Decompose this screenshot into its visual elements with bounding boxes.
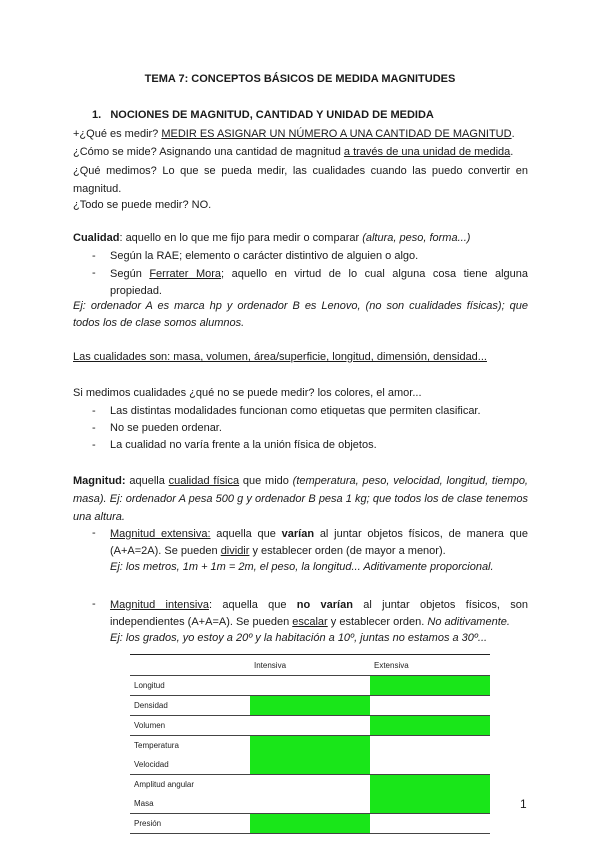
text: .	[511, 128, 515, 140]
table-row	[130, 696, 490, 716]
magnitud-definition	[73, 472, 528, 526]
table-row	[130, 775, 490, 795]
intensiva-cell	[250, 736, 370, 756]
table-row	[130, 814, 490, 834]
bullet-dash: -	[92, 439, 96, 451]
magnitudes-table	[130, 654, 490, 834]
row-label: Temperatura	[134, 741, 179, 750]
no-medir-bullet-1: Las distintas modalidades funcionan como etiquetas que permiten clasificar.	[110, 405, 481, 417]
underlined-text: a través de una unidad de medida	[343, 146, 511, 158]
section-heading	[92, 109, 434, 121]
cualidad-example: Ej: ordenador A es marca hp y ordenador B es Lenovo, (no son cualidades físicas); que todos los de clase somos alumnos.	[73, 300, 528, 329]
no-medir-bullet-2: No se pueden ordenar.	[110, 422, 222, 434]
row-label: Velocidad	[130, 755, 250, 775]
extensiva-cell	[370, 775, 490, 795]
underlined-text: dividir	[220, 545, 250, 557]
term-intensiva: Magnitud intensiva	[110, 599, 209, 611]
section-heading-text: NOCIONES DE MAGNITUD, CANTIDAD Y UNIDAD DE MEDIDA	[110, 109, 434, 121]
cualidad-definition	[73, 231, 470, 245]
bullet-dash: -	[92, 598, 96, 610]
extensiva-cell	[370, 755, 490, 775]
text: que mido	[239, 475, 293, 487]
bullet-dash: -	[92, 405, 96, 417]
table-header-row	[130, 655, 490, 676]
bold-text: varían	[281, 528, 315, 540]
italic-text: No aditivamente.	[427, 616, 510, 628]
table-row	[130, 716, 490, 736]
definition-medir: MEDIR ES ASIGNAR UN NÚMERO A UNA CANTIDAD DE MAGNITUD	[161, 128, 512, 140]
intensiva-cell	[250, 814, 370, 834]
text: aquella	[125, 475, 169, 487]
intensiva-cell	[250, 755, 370, 775]
term-extensiva: Magnitud extensiva:	[110, 528, 211, 540]
bullet-dash: -	[92, 250, 96, 262]
text: +¿Qué es medir?	[73, 128, 162, 140]
text: : aquello en lo que me fijo para medir o comparar	[119, 232, 363, 244]
underlined-text: escalar	[292, 616, 328, 628]
cualidad-bullet-ferrater	[110, 266, 528, 300]
text: : aquella que	[208, 599, 297, 611]
line-que-medimos: ¿Qué medimos? Lo que se pueda medir, las cualidades cuando las puedo convertir en magnitud.	[73, 165, 528, 195]
table-header-cell: Extensiva	[370, 655, 490, 676]
row-label: Presión	[130, 814, 250, 834]
table-row	[130, 736, 490, 756]
intensiva-cell	[250, 716, 370, 736]
table-row	[130, 676, 490, 696]
page-title: TEMA 7: CONCEPTOS BÁSICOS DE MEDIDA MAGNITUDES	[144, 73, 456, 85]
extensiva-cell	[370, 716, 490, 736]
row-label: Masa	[130, 794, 250, 814]
line-todo-se-puede-medir: ¿Todo se puede medir? NO.	[73, 199, 212, 211]
row-label: Longitud	[130, 676, 250, 696]
table-row	[130, 794, 490, 814]
cualidades-list: Las cualidades son: masa, volumen, área/superficie, longitud, dimensión, densidad...	[73, 351, 487, 363]
text: Según	[110, 268, 150, 280]
text: y establecer orden (de mayor a menor).	[249, 545, 446, 557]
table-row	[130, 755, 490, 775]
row-label: Densidad	[130, 696, 250, 716]
magnitud-extensiva	[110, 526, 528, 560]
bold-text: no varían	[296, 599, 353, 611]
bullet-dash: -	[92, 267, 96, 279]
row-label: Volumen	[130, 716, 250, 736]
page-number: 1	[520, 797, 527, 811]
underlined-text: cualidad física	[168, 475, 240, 487]
extensiva-cell	[370, 696, 490, 716]
intensiva-cell	[250, 696, 370, 716]
extensiva-cell	[370, 736, 490, 756]
author-name: Ferrater Mora	[149, 268, 222, 280]
bullet-dash: -	[92, 527, 96, 539]
no-medir-bullet-3: La cualidad no varía frente a la unión física de objetos.	[110, 439, 377, 451]
term-magnitud: Magnitud:	[73, 475, 126, 487]
intensiva-cell	[250, 676, 370, 696]
text: ; aquello en virtud de lo cual alguna cosa tiene alguna propiedad.	[110, 268, 528, 297]
text: ¿Cómo se mide? Asignando una cantidad de magnitud	[73, 146, 344, 158]
table-header-cell	[130, 655, 250, 676]
extensiva-cell	[370, 676, 490, 696]
no-medir-intro: Si medimos cualidades ¿qué no se puede medir? los colores, el amor...	[73, 387, 422, 399]
row-label: Amplitud angular	[134, 780, 195, 789]
text: al juntar objetos físicos, de manera que (A+A=2A). Se pueden	[110, 528, 529, 557]
cualidad-bullet-rae: Según la RAE; elemento o carácter distintivo de alguien o algo.	[110, 250, 419, 262]
intensiva-example: Ej: los grados, yo estoy a 20º y la habitación a 10º, juntas no estamos a 30º...	[110, 632, 488, 644]
italic-text: (temperatura, peso, velocidad, longitud, tiempo, masa). Ej: ordenador A pesa 500 g y ordenador B pesa 1 kg; que todos los de clase tenemos una altura.	[73, 475, 528, 523]
line-que-es-medir	[73, 127, 515, 141]
extensiva-cell	[370, 794, 490, 814]
table-header-cell: Intensiva	[250, 655, 370, 676]
text: aquella que	[210, 528, 282, 540]
bullet-dash: -	[92, 422, 96, 434]
intensiva-cell	[250, 794, 370, 814]
text: al juntar objetos físicos, son independientes (A+A=A). Se pueden	[110, 599, 528, 628]
intensiva-cell	[250, 775, 370, 795]
section-number: 1.	[92, 109, 102, 121]
extensiva-example: Ej: los metros, 1m + 1m = 2m, el peso, la longitud... Aditivamente proporcional.	[110, 561, 494, 573]
italic-text: (altura, peso, forma...)	[362, 232, 471, 244]
term-cualidad: Cualidad	[73, 232, 120, 244]
text: .	[510, 146, 514, 158]
line-como-se-mide	[73, 145, 513, 159]
text: y establecer orden.	[327, 616, 428, 628]
extensiva-cell	[370, 814, 490, 834]
magnitud-intensiva	[110, 597, 528, 631]
